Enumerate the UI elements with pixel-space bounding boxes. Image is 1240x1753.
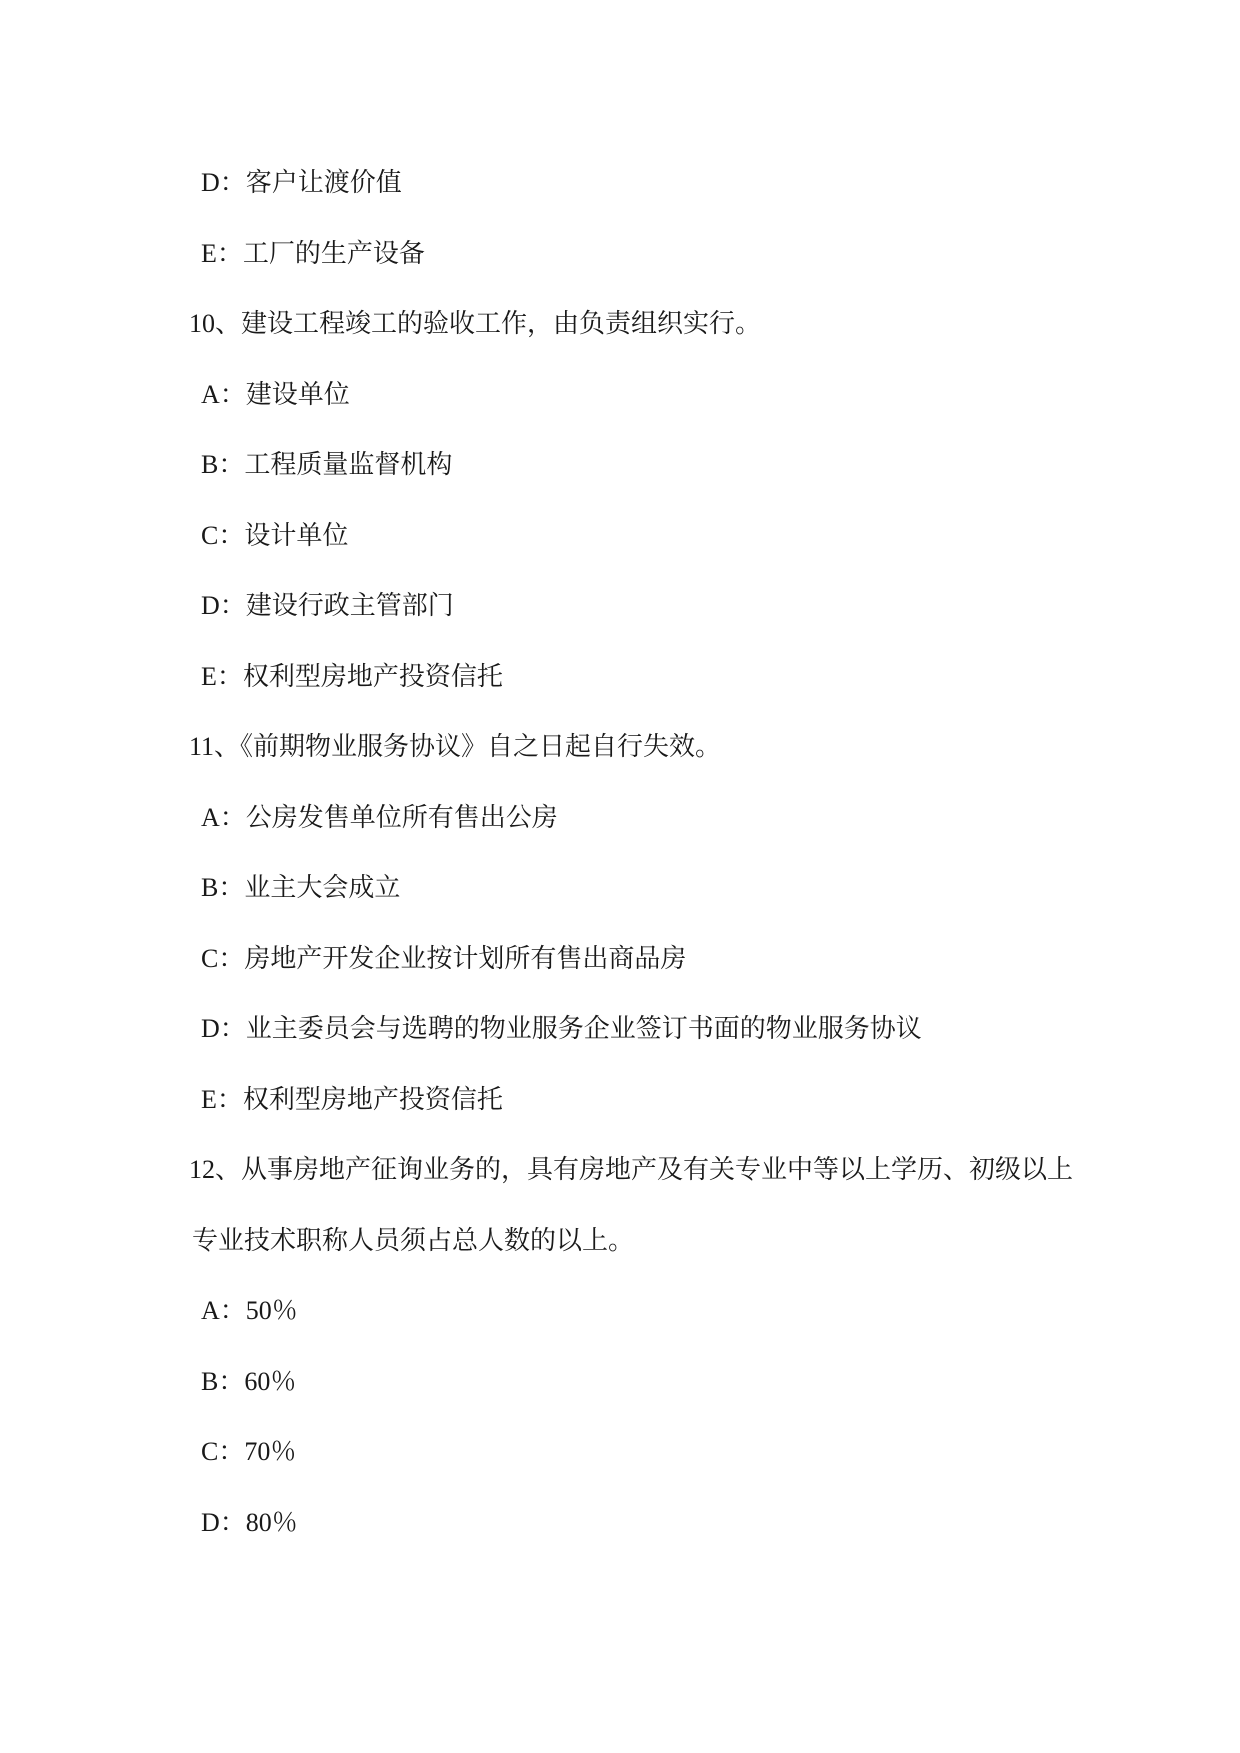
question-10-option-d: D：建设行政主管部门 — [201, 591, 454, 620]
question-12-text-line-1: 12、从事房地产征询业务的，具有房地产及有关专业中等以上学历、初级以上 — [189, 1155, 1074, 1184]
question-12-option-c: C：70％ — [201, 1437, 297, 1466]
prev-question-option-e: E：工厂的生产设备 — [201, 238, 425, 268]
prev-question-option-d: D：客户让渡价值 — [201, 168, 402, 197]
question-11-option-d: D：业主委员会与选聘的物业服务企业签订书面的物业服务协议 — [201, 1014, 922, 1043]
question-12-option-b: B：60％ — [201, 1366, 297, 1396]
text-block — [0, 148, 1240, 1558]
question-10-option-c: C：设计单位 — [201, 520, 349, 550]
question-11-text: 11、《前期物业服务协议》自之日起自行失效。 — [189, 732, 722, 761]
question-12-option-d: D：80％ — [201, 1507, 298, 1537]
question-11-option-e: E：权利型房地产投资信托 — [201, 1084, 503, 1114]
question-11-option-b: B：业主大会成立 — [201, 873, 401, 902]
question-10-option-e: E：权利型房地产投资信托 — [201, 661, 503, 691]
question-12-text-line-2: 专业技术职称人员须占总人数的以上。 — [192, 1225, 635, 1255]
question-12-option-a: A：50％ — [201, 1296, 298, 1325]
question-11-option-c: C：房地产开发企业按计划所有售出商品房 — [201, 943, 687, 973]
question-10-option-a: A：建设单位 — [201, 379, 350, 409]
question-11-option-a: A：公房发售单位所有售出公房 — [201, 802, 558, 832]
question-10-option-b: B：工程质量监督机构 — [201, 450, 453, 479]
question-10-text: 10、建设工程竣工的验收工作，由负责组织实行。 — [189, 309, 762, 338]
